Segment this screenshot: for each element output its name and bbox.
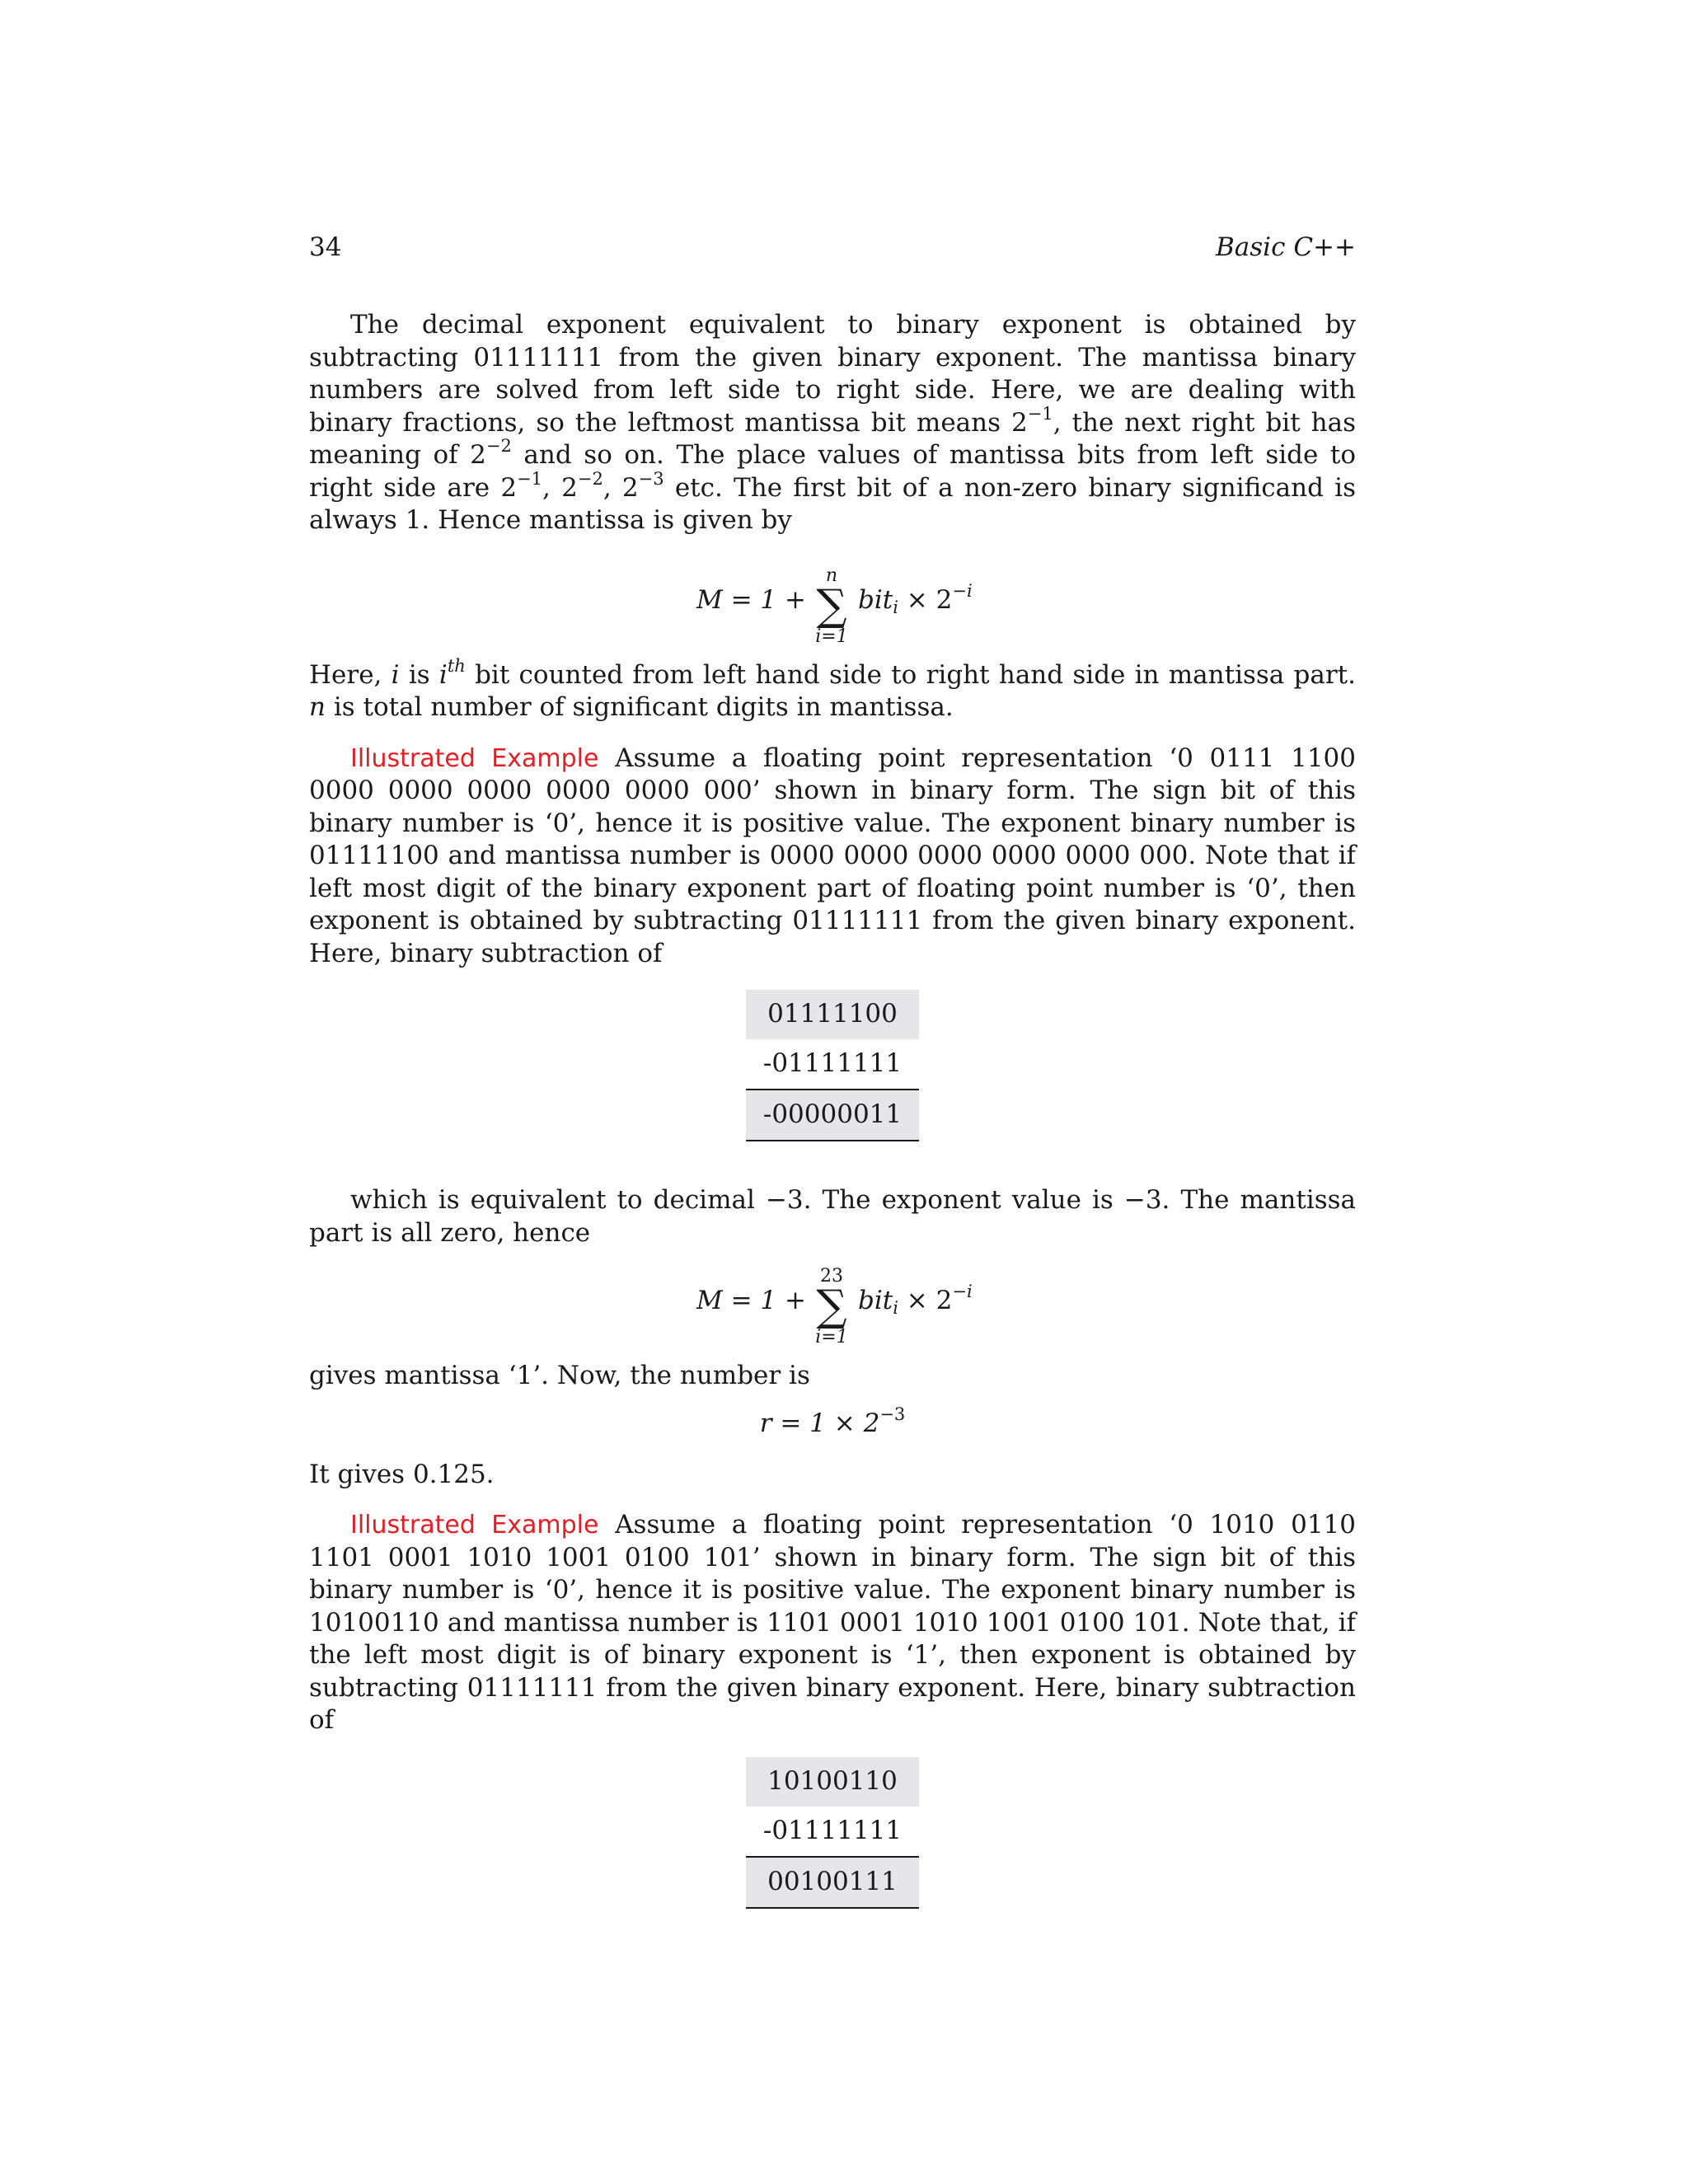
paragraph-result: It gives 0.125.: [309, 1459, 495, 1489]
example-label: Illustrated Example: [350, 1511, 599, 1540]
equation-lhs: M = 1 +: [696, 584, 806, 615]
result-cell: -00000011: [746, 1090, 919, 1141]
equation-rhs: $bit_i \times 2^{-i}$: [858, 580, 973, 617]
summation-upper-limit: 23: [820, 1266, 843, 1286]
text-run: and so on. The place values of mantissa bits from left side to right side are 2: [309, 440, 1357, 503]
text-run: The decimal exponent equivalent to binary exponent is obtained by subtracting 01111111 from the given binary exponent. The mantissa binary numbers are solved from left side to right side. Here, we are dealing with binary fractions, so the leftmost mantissa bit means 2: [309, 310, 1356, 438]
page-number: 34: [309, 232, 342, 262]
paragraph-gives-mantissa: gives mantissa ‘1’. Now, the number is: [309, 1361, 810, 1390]
text-run: , 2: [542, 472, 578, 503]
superscript: −1: [517, 468, 543, 489]
running-header: [309, 232, 1356, 274]
example-label: Illustrated Example: [350, 743, 599, 773]
equation-lhs: M = 1 +: [696, 1286, 806, 1315]
equation-rhs: $bit_i \times 2^{-i}$: [858, 1282, 973, 1318]
text-run: , the next right bit has meaning of 2: [309, 407, 1357, 470]
equation-mantissa-23: [309, 1258, 1356, 1345]
example-text: Assume a floating point representation ‘0 1010 0110 1101 0001 1010 1001 0100 101’ shown in binary form. The sign bit of this binary number is ‘0’, hence it is positive value. The exponent binary number is 10100110 and mantissa number is 1101 0001 1010 1001 0100 101. Note that, if the left most digit is of binary exponent is ‘1’, then exponent is obtained by subtracting 01111111 from the given binary exponent. Here, binary subtraction of: [309, 1510, 1357, 1735]
body-text: [309, 309, 1356, 1909]
text-run: etc. The first bit of a non-zero binary significand is always 1. Hence mantissa is given by: [309, 472, 1357, 535]
example-2: [309, 1509, 1356, 1737]
minuend-cell: 01111100: [746, 990, 919, 1039]
paragraph-exponent-mantissa: [309, 309, 1356, 537]
text-run: , 2: [603, 472, 639, 503]
binary-subtraction-table-2: [746, 1757, 919, 1909]
summation-upper-limit: n: [825, 565, 838, 586]
running-title: Basic C++: [1216, 232, 1356, 262]
summation-lower-limit: i=1: [815, 1327, 848, 1347]
subtrahend-cell: -01111111: [746, 1039, 919, 1090]
superscript: −2: [485, 436, 512, 456]
sigma-symbol: ∑: [816, 1282, 847, 1331]
result-cell: 00100111: [746, 1857, 919, 1908]
paragraph-definitions: Here, i is $i^{th}$ bit counted from left hand side to right hand side in mantissa part. n is total number of significant digits in mantissa.: [309, 655, 1356, 722]
superscript: −1: [1027, 403, 1053, 424]
paragraph-decimal-equivalent: which is equivalent to decimal −3. The exponent value is −3. The mantissa part is all zero, hence: [309, 1185, 1356, 1248]
subtrahend-cell: -01111111: [746, 1807, 919, 1857]
superscript: −2: [577, 468, 603, 489]
example-1: [309, 743, 1356, 971]
equation-mantissa-general: [309, 557, 1356, 647]
equation-number-value: $r = 1 \times 2^{-3}$: [759, 1404, 906, 1438]
example-text: Assume a floating point representation ‘0 0111 1100 0000 0000 0000 0000 0000 000’ shown in binary form. The sign bit of this binary number is ‘0’, hence it is positive value. The exponent binary number is 01111100 and mantissa number is 0000 0000 0000 0000 0000 000. Note that if left most digit of the binary exponent part of floating point number is ‘0’, then exponent is obtained by subtracting 01111111 from the given binary exponent. Here, binary subtraction of: [309, 743, 1357, 968]
summation-lower-limit: i=1: [815, 626, 848, 647]
superscript: −3: [638, 468, 664, 489]
binary-subtraction-table-1: [746, 990, 919, 1141]
minuend-cell: 10100110: [746, 1757, 919, 1807]
sigma-symbol: ∑: [816, 580, 847, 630]
